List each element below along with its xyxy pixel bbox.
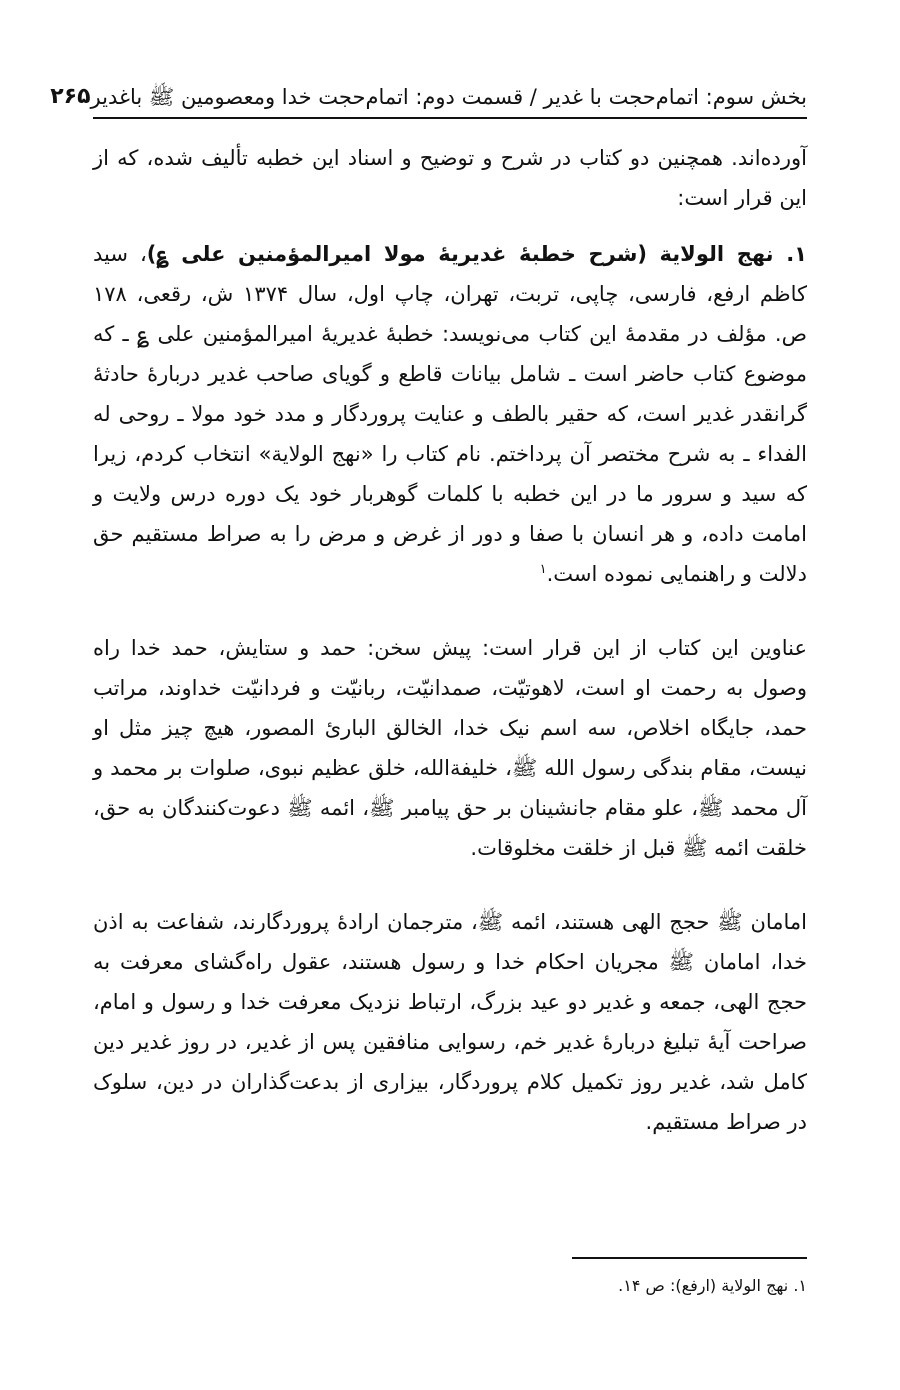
- page-number: ۲۶۵: [50, 84, 91, 109]
- chapter-list-continued-paragraph: امامان ﷺ حجج الهی هستند، ائمه ﷺ، مترجمان ارادۀ پروردگارند، شفاعت به اذن خدا، امامان ﷺ مجریان احکام خدا و رسول هستند، عقول راه‌گشای معرفت به حجج الهی، جمعه و غدیر دو عید بزرگ، ارتباط نزدیک معرفت خدا و رسول و امام، صراحت آیۀ تبلیغ دربارۀ غدیر خم، رسوایی منافقین پس از غدیر، در روز غدیر دین کامل شد، غدیر روز تکمیل کلام پروردگار، بیزاری از بدعت‌گذاران در دین، سلوک در صراط مستقیم.: [93, 910, 807, 1134]
- running-header: [50, 72, 807, 112]
- book-entry-body: ، سید کاظم ارفع، فارسی، چاپی، تربت، تهران، چاپ اول، سال ۱۳۷۴ ش، رقعی، ۱۷۸ ص. مؤلف در مقدمۀ این کتاب می‌نویسد: خطبۀ غدیریۀ امیرالمؤمنین علی ؏ ـ که موضوع کتاب حاضر است ـ شامل بیانات قاطع و گویای صاحب غدیر دربارۀ حادثۀ گرانقدر غدیر است، که حقیر بالطف و عنایت پروردگار و مدد خود مولا ـ روحی له الفداء ـ به شرح مختصر آن پرداختم. نام کتاب را «نهج الولایة» انتخاب کردم، زیرا که سید و سرور ما در این خطبه با کلمات گوهربار خود یک دوره درس ولایت و امامت داده، و هر انسان با صفا و دور از غرض و مرض را به صراط مستقیم حق دلالت و راهنمایی نموده است.: [93, 242, 808, 586]
- footnote-divider: [572, 1257, 807, 1259]
- footnote-reference: ۱: [539, 562, 547, 577]
- intro-paragraph: آورده‌اند. همچنین دو کتاب در شرح و توضیح و اسناد این خطبه تألیف شده، که از این قرار است:: [93, 146, 807, 210]
- footnote: ۱. نهج الولایة (ارفع): ص ۱۴.: [618, 1276, 807, 1295]
- book-entry-title: ۱. نهج الولایة (شرح خطبۀ غدیریۀ مولا امیرالمؤمنین علی ؏): [146, 242, 807, 266]
- body-text: [93, 138, 807, 1142]
- chapter-list-paragraph: عناوین این کتاب از این قرار است: پیش سخن: حمد و ستایش، حمد خدا راه وصول به رحمت او است، لاهوتیّت، صمدانیّت، ربانیّت و فردانیّت خداوند، مراتب حمد، جایگاه اخلاص، سه اسم نیک خدا، الخالق البارئ المصور، هیچ چیز مثل او نیست، مقام بندگی رسول الله ﷺ، خلیفةالله، خلق عظیم نبوی، صلوات بر محمد و آل محمد ﷺ، علو مقام جانشینان بر حق پیامبر ﷺ، ائمه ﷺ دعوت‌کنندگان به حق، خلقت ائمه ﷺ قبل از خلقت مخلوقات.: [93, 636, 807, 860]
- running-header-title: بخش سوم: اتمام‌حجت با غدیر / قسمت دوم: اتمام‌حجت خدا ومعصومین ﷺ باغدیر: [90, 85, 807, 109]
- header-divider: [93, 117, 807, 119]
- book-entry-paragraph: [93, 234, 807, 594]
